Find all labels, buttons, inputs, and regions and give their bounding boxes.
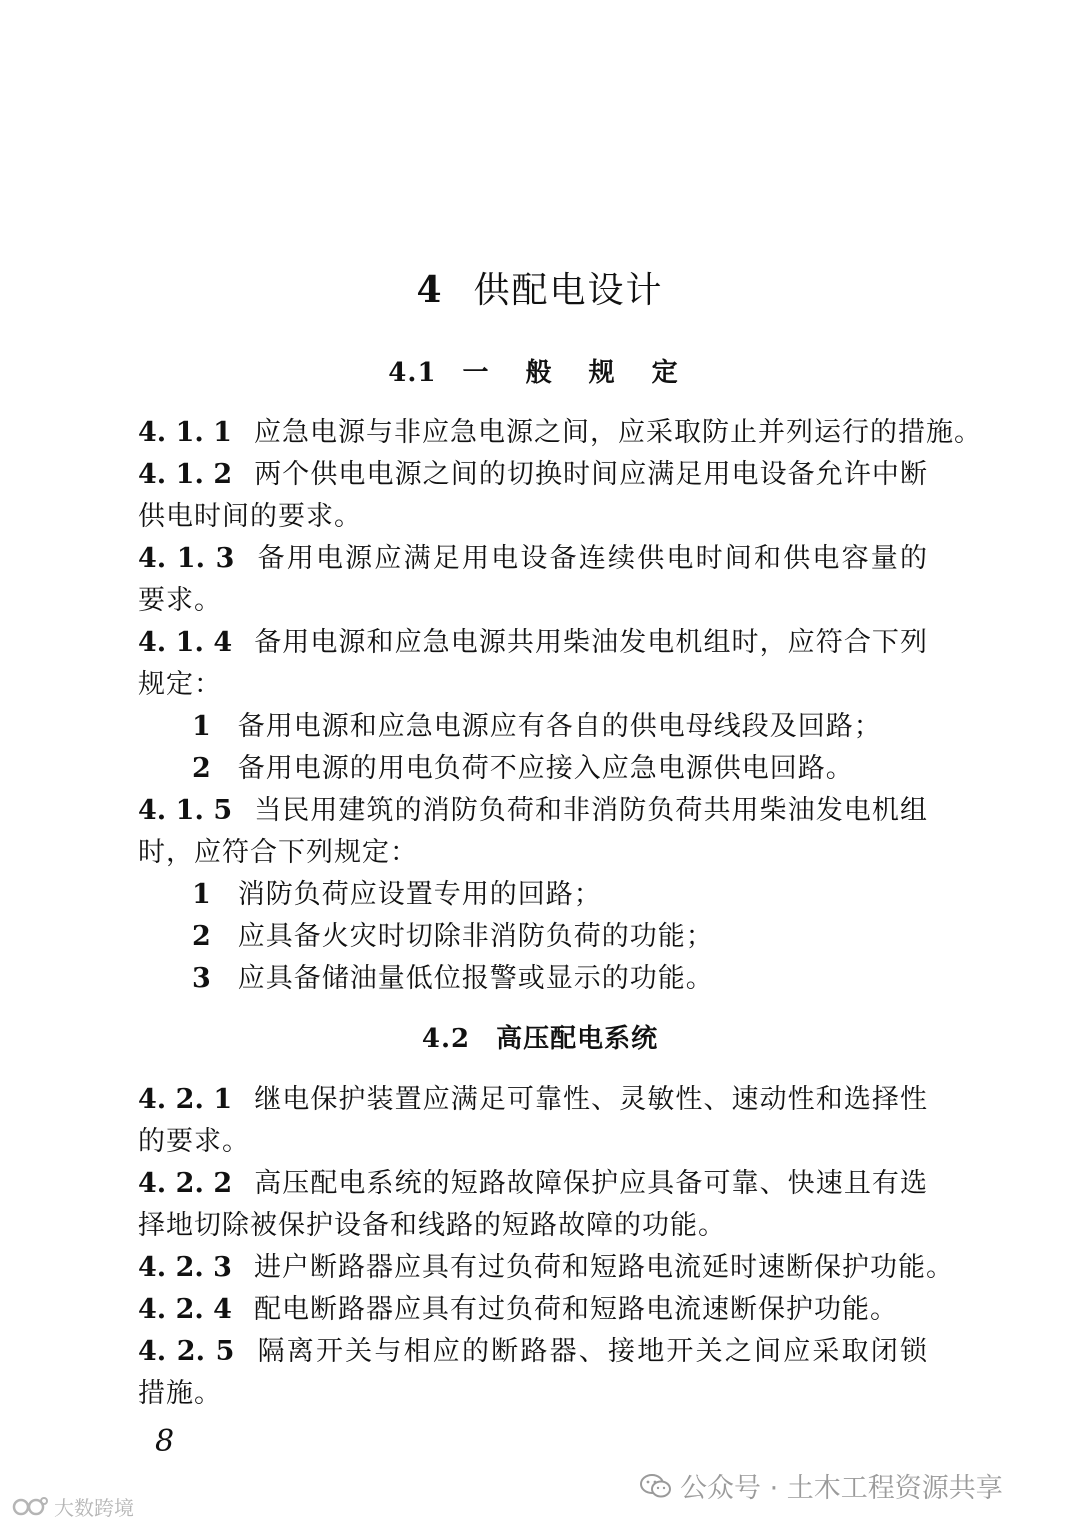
- clause-text: 高压配电系统的短路故障保护应具备可靠、快速且有选: [254, 1168, 928, 1199]
- clause-number: 4. 1. 2: [138, 459, 233, 490]
- clause-line: [138, 1332, 928, 1372]
- continuation-line: [138, 1206, 928, 1246]
- clause-number: 4. 1. 1: [138, 417, 232, 448]
- clause-number: 4. 1. 5: [138, 795, 233, 826]
- section-title-text: 一 般 规 定: [462, 358, 692, 388]
- clause-text: 时，应符合下列规定：: [138, 837, 418, 868]
- chapter-title: [0, 262, 1080, 313]
- watermark-brand-text: 大数跨境: [54, 1496, 134, 1520]
- clause-text: 应急电源与非应急电源之间，应采取防止并列运行的措施。: [253, 417, 982, 448]
- section-number: 4.2: [421, 1024, 471, 1054]
- clause-line: [138, 455, 928, 495]
- chapter-number: 4: [416, 269, 444, 311]
- list-item: [192, 875, 922, 915]
- list-item: [192, 917, 922, 957]
- clause-line: [138, 1290, 928, 1330]
- section-title-4-2: [0, 1018, 1080, 1055]
- clause-line: [138, 413, 982, 453]
- section-number: 4.1: [388, 358, 437, 388]
- item-text: 应具备储油量低位报警或显示的功能。: [237, 963, 714, 994]
- clause-text: 措施。: [138, 1378, 222, 1409]
- item-text: 应具备火灾时切除非消防负荷的功能；: [237, 921, 714, 952]
- continuation-line: [138, 833, 928, 873]
- continuation-line: [138, 497, 928, 537]
- item-number: 1: [192, 879, 212, 910]
- clause-line: [138, 1248, 954, 1288]
- clause-number: 4. 2. 4: [138, 1294, 232, 1325]
- continuation-line: [138, 665, 928, 705]
- clause-text: 两个供电电源之间的切换时间应满足用电设备允许中断: [254, 459, 928, 490]
- clause-text: 配电断路器应具有过负荷和短路电流速断保护功能。: [253, 1294, 898, 1325]
- clause-text: 供电时间的要求。: [138, 501, 362, 532]
- watermark-brand: [12, 1492, 134, 1521]
- clause-number: 4. 1. 4: [138, 627, 233, 658]
- list-item: [192, 959, 922, 999]
- clause-line: [138, 1164, 928, 1204]
- item-text: 备用电源的用电负荷不应接入应急电源供电回路。: [237, 753, 854, 784]
- clause-number: 4. 2. 2: [138, 1168, 233, 1199]
- clause-text: 进户断路器应具有过负荷和短路电流延时速断保护功能。: [253, 1252, 954, 1283]
- clause-text: 规定：: [138, 669, 222, 700]
- item-number: 3: [192, 963, 212, 994]
- clause-text: 备用电源应满足用电设备连续供电时间和供电容量的: [256, 543, 929, 574]
- clause-number: 4. 2. 1: [138, 1084, 233, 1115]
- continuation-line: [138, 1122, 928, 1162]
- chapter-title-text: 供配电设计: [473, 270, 664, 311]
- clause-text: 择地切除被保护设备和线路的短路故障的功能。: [138, 1210, 726, 1241]
- continuation-line: [138, 581, 928, 621]
- clause-number: 4. 1. 3: [138, 543, 235, 574]
- list-item: [192, 749, 922, 789]
- list-item: [192, 707, 922, 747]
- clause-line: [138, 791, 928, 831]
- clause-number: 4. 2. 5: [138, 1336, 235, 1367]
- brand-logo-icon: [12, 1495, 50, 1519]
- section-title-text: 高压配电系统: [496, 1024, 659, 1054]
- item-number: 2: [192, 753, 212, 784]
- clause-text: 备用电源和应急电源共用柴油发电机组时，应符合下列: [254, 627, 928, 658]
- item-number: 1: [192, 711, 212, 742]
- item-text: 消防负荷应设置专用的回路；: [237, 879, 602, 910]
- wechat-icon: [640, 1473, 672, 1499]
- clause-line: [138, 539, 928, 579]
- clause-number: 4. 2. 3: [138, 1252, 232, 1283]
- clause-text: 要求。: [138, 585, 222, 616]
- clause-text: 隔离开关与相应的断路器、接地开关之间应采取闭锁: [256, 1336, 929, 1367]
- clause-line: [138, 1080, 928, 1120]
- item-text: 备用电源和应急电源应有各自的供电母线段及回路；: [237, 711, 882, 742]
- section-title-4-1: [0, 352, 1080, 389]
- page-number: 8: [155, 1424, 175, 1459]
- continuation-line: [138, 1374, 928, 1414]
- clause-text: 继电保护装置应满足可靠性、灵敏性、速动性和选择性: [254, 1084, 928, 1115]
- watermark-account: [640, 1466, 1003, 1505]
- item-number: 2: [192, 921, 212, 952]
- watermark-account-text: 公众号 · 土木工程资源共享: [680, 1473, 1003, 1504]
- clause-text: 的要求。: [138, 1126, 250, 1157]
- clause-text: 当民用建筑的消防负荷和非消防负荷共用柴油发电机组: [254, 795, 928, 826]
- clause-line: [138, 623, 928, 663]
